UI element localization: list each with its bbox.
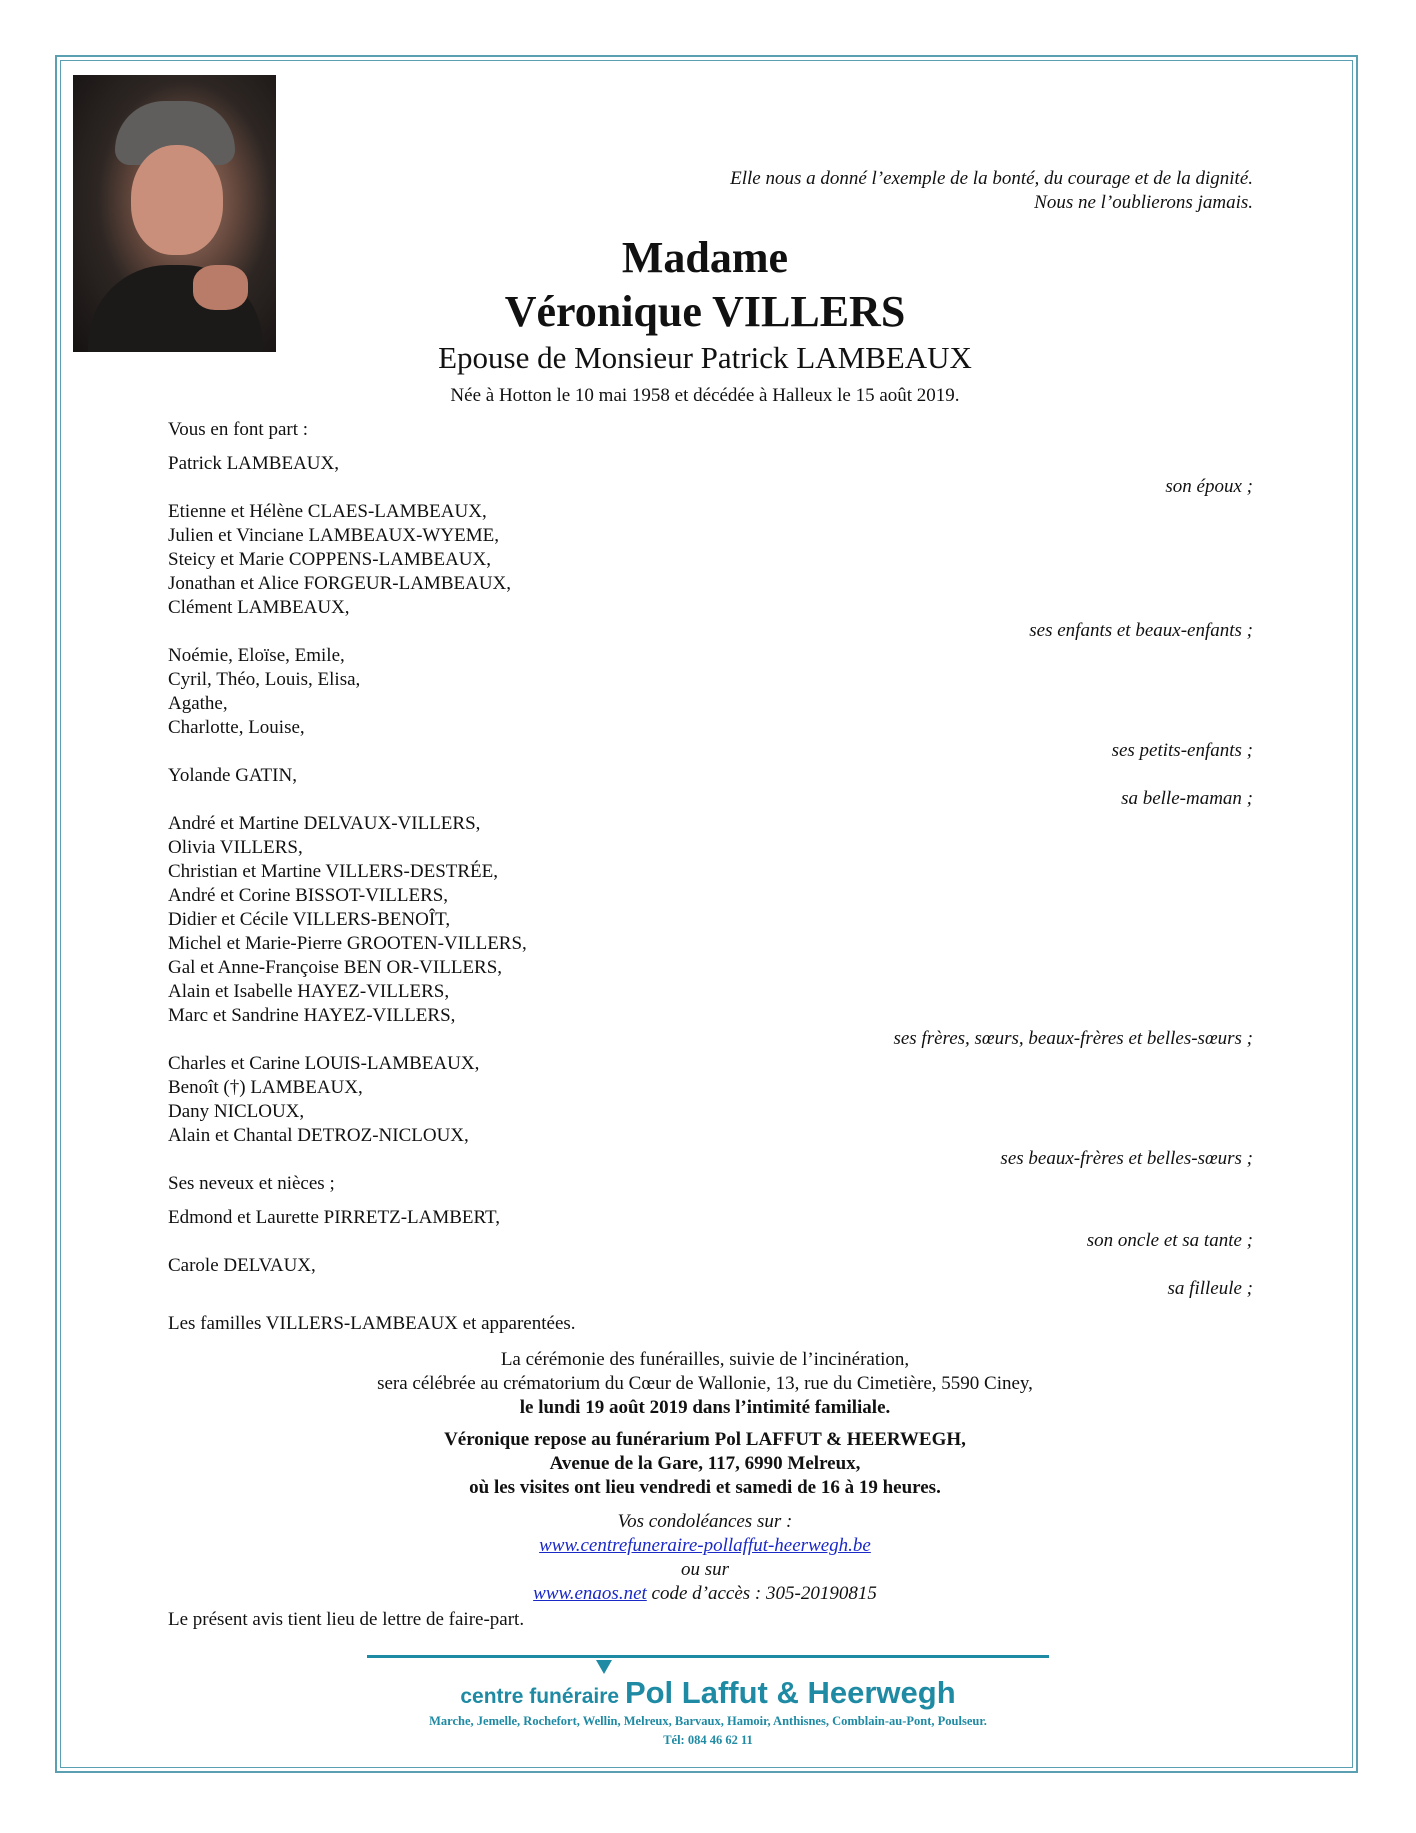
relation-label: sa filleule ; — [1167, 1278, 1253, 1299]
condolences-link-centre[interactable]: www.centrefuneraire-pollaffut-heerwegh.be — [539, 1535, 871, 1556]
family-group — [168, 644, 360, 740]
family-group — [168, 1052, 479, 1148]
family-name: Julien et Vinciane LAMBEAUX-WYEME, — [168, 525, 499, 546]
family-name: Patrick LAMBEAUX, — [168, 453, 339, 474]
title: Madame — [621, 233, 789, 282]
funeral-home-logo — [367, 1675, 1049, 1711]
birth-death-dates: Née à Hotton le 10 mai 1958 et décédée à Halleux le 15 août 2019. — [450, 385, 960, 406]
family-name: André et Corine BISSOT-VILLERS, — [168, 885, 449, 906]
relation-label: ses beaux-frères et belles-sœurs ; — [1000, 1148, 1253, 1169]
family-group — [168, 764, 297, 788]
family-name: Dany NICLOUX, — [168, 1101, 305, 1122]
logo-phone: Tél: 084 46 62 11 — [663, 1733, 753, 1747]
family-name: Michel et Marie-Pierre GROOTEN-VILLERS, — [168, 933, 527, 954]
family-name: Noémie, Eloïse, Emile, — [168, 645, 345, 666]
logo-big-text: Pol Laffut & Heerwegh — [624, 1675, 956, 1710]
family-name: Cyril, Théo, Louis, Elisa, — [168, 669, 361, 690]
relation-label: ses enfants et beaux-enfants ; — [1029, 620, 1253, 641]
family-name: Etienne et Hélène CLAES-LAMBEAUX, — [168, 501, 487, 522]
family-name: Benoît (†) LAMBEAUX, — [168, 1077, 363, 1098]
family-name: Clément LAMBEAUX, — [168, 597, 350, 618]
family-name: Carole DELVAUX, — [168, 1255, 316, 1276]
closing-text: Le présent avis tient lieu de lettre de faire-part. — [168, 1609, 525, 1630]
access-code: code d’accès : 305-20190815 — [646, 1583, 877, 1604]
condolences-info — [110, 1510, 1300, 1606]
relation-label: son oncle et sa tante ; — [1086, 1230, 1253, 1251]
quote-line-1: Elle nous a donné l’exemple de la bonté, du courage et de la dignité. — [730, 168, 1253, 189]
family-name: Charles et Carine LOUIS-LAMBEAUX, — [168, 1053, 480, 1074]
nephews-text: Ses neveux et nièces ; — [168, 1173, 335, 1194]
family-name: Alain et Isabelle HAYEZ-VILLERS, — [168, 981, 450, 1002]
family-name: Yolande GATIN, — [168, 765, 297, 786]
family-name: Jonathan et Alice FORGEUR-LAMBEAUX, — [168, 573, 512, 594]
logo-small-text: centre funéraire — [460, 1685, 625, 1708]
ceremony-date: le lundi 19 août 2019 dans l’intimité familiale. — [519, 1397, 891, 1418]
repose-info — [110, 1428, 1300, 1500]
epitaph-quote — [730, 167, 1253, 215]
family-name: André et Martine DELVAUX-VILLERS, — [168, 813, 481, 834]
family-group — [168, 1206, 500, 1230]
relation-label: ses petits-enfants ; — [1111, 740, 1253, 761]
repose-line-1: Véronique repose au funérarium Pol LAFFUT & HEERWEGH, — [444, 1429, 966, 1450]
condolences-link-enaos[interactable]: www.enaos.net — [533, 1583, 647, 1604]
logo-locations: Marche, Jemelle, Rochefort, Wellin, Melreux, Barvaux, Hamoir, Anthisnes, Comblain-au-Pont, Poulseur. — [429, 1714, 987, 1728]
repose-line-2: Avenue de la Gare, 117, 6990 Melreux, — [549, 1453, 861, 1474]
logo-triangle-icon — [596, 1660, 612, 1674]
ceremony-info — [110, 1348, 1300, 1420]
ceremony-line-1: La cérémonie des funérailles, suivie de l’incinération, — [500, 1349, 910, 1370]
family-name: Steicy et Marie COPPENS-LAMBEAUX, — [168, 549, 491, 570]
condolences-or: ou sur — [680, 1559, 730, 1580]
relation-label: ses frères, sœurs, beaux-frères et belles-sœurs ; — [893, 1028, 1253, 1049]
deceased-name: Véronique VILLERS — [504, 287, 906, 336]
repose-line-3: où les visites ont lieu vendredi et samedi de 16 à 19 heures. — [469, 1477, 941, 1498]
family-group — [168, 1254, 316, 1278]
family-name: Agathe, — [168, 693, 228, 714]
logo-divider — [367, 1655, 1049, 1658]
family-name: Edmond et Laurette PIRRETZ-LAMBERT, — [168, 1207, 500, 1228]
family-name: Alain et Chantal DETROZ-NICLOUX, — [168, 1125, 469, 1146]
relation-label: sa belle-maman ; — [1121, 788, 1253, 809]
family-name: Christian et Martine VILLERS-DESTRÉE, — [168, 861, 498, 882]
family-name: Charlotte, Louise, — [168, 717, 305, 738]
intro-text: Vous en font part : — [168, 419, 309, 440]
relation-label: son époux ; — [1165, 476, 1253, 497]
spouse-line: Epouse de Monsieur Patrick LAMBEAUX — [438, 340, 972, 375]
family-group — [168, 500, 511, 620]
family-name: Gal et Anne-Françoise BEN OR-VILLERS, — [168, 957, 503, 978]
ceremony-line-2: sera célébrée au crématorium du Cœur de Wallonie, 13, rue du Cimetière, 5590 Ciney, — [377, 1373, 1033, 1394]
quote-line-2: Nous ne l’oublierons jamais. — [1034, 192, 1253, 213]
family-group — [168, 452, 339, 476]
families-text: Les familles VILLERS-LAMBEAUX et apparentées. — [168, 1313, 576, 1334]
family-name: Didier et Cécile VILLERS-BENOÎT, — [168, 909, 451, 930]
condolences-label: Vos condoléances sur : — [617, 1511, 793, 1532]
family-group — [168, 812, 527, 1028]
family-name: Marc et Sandrine HAYEZ-VILLERS, — [168, 1005, 456, 1026]
family-name: Olivia VILLERS, — [168, 837, 303, 858]
